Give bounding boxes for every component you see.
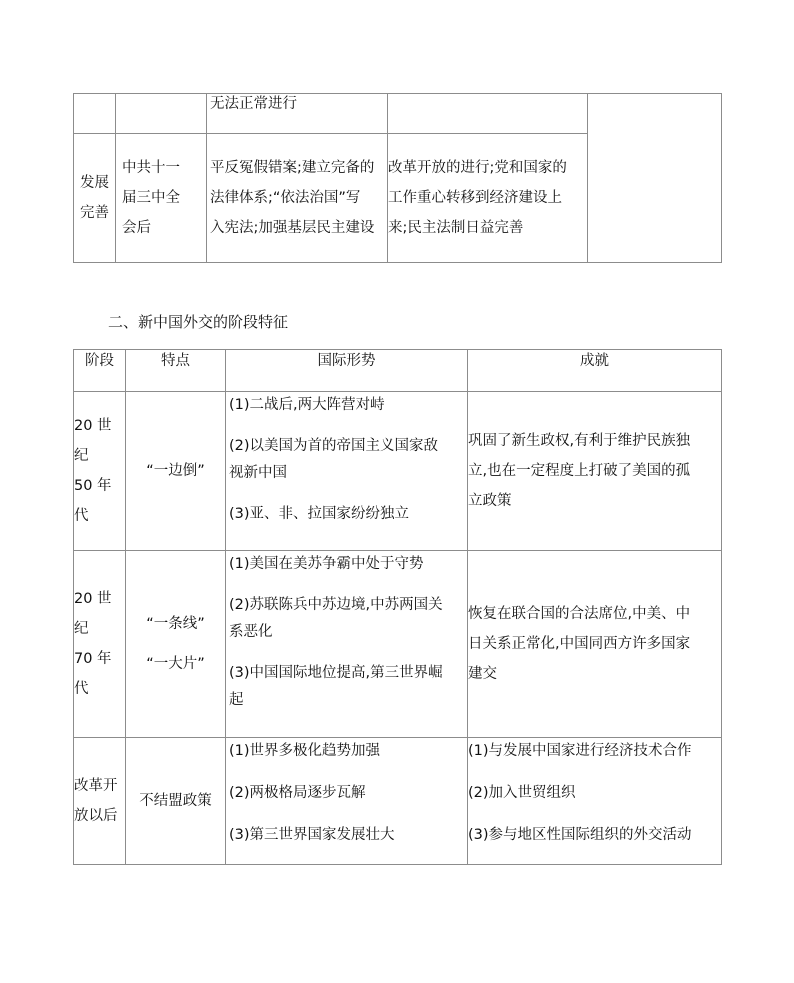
cell-time bbox=[116, 134, 207, 263]
cell-text: 法律体系;“依法治国”写 bbox=[210, 190, 361, 206]
cell-achievement bbox=[468, 738, 722, 865]
cell-text: 工作重心转移到经济建设上 bbox=[388, 190, 562, 206]
cell-situation bbox=[226, 392, 468, 551]
cell-text: 平反冤假错案;建立完备的 bbox=[210, 160, 375, 176]
cell-empty bbox=[74, 94, 116, 134]
cell-text: 系恶化 bbox=[229, 624, 273, 640]
header-feature: 特点 bbox=[126, 350, 226, 392]
section-heading: 二、新中国外交的阶段特征 bbox=[108, 313, 289, 331]
header-achievement: 成就 bbox=[468, 350, 722, 392]
cell-text: 立政策 bbox=[468, 493, 512, 509]
cell-stage bbox=[74, 738, 126, 865]
header-stage: 阶段 bbox=[74, 350, 126, 392]
cell-empty bbox=[588, 94, 722, 263]
cell-text: 建交 bbox=[468, 666, 497, 682]
cell-text: 70 年代 bbox=[74, 651, 112, 697]
cell-text: 改革开 bbox=[74, 778, 118, 794]
cell-text: 起 bbox=[229, 692, 244, 708]
cell-text: 20 世纪 bbox=[74, 591, 112, 637]
table-row bbox=[74, 94, 722, 134]
cell-feature bbox=[126, 392, 226, 551]
cell-text: 发展 bbox=[80, 175, 109, 191]
cell-text: 来;民主法制日益完善 bbox=[388, 220, 524, 236]
cell-achievement bbox=[468, 551, 722, 738]
cell-feature bbox=[126, 551, 226, 738]
cell-situation bbox=[226, 551, 468, 738]
cell-text: (1)与发展中国家进行经济技术合作 bbox=[468, 743, 692, 759]
cell-text: 完善 bbox=[80, 205, 109, 221]
cell-text: 届三中全 bbox=[122, 190, 180, 206]
cell-text: (1)二战后,两大阵营对峙 bbox=[229, 397, 385, 413]
cell-text: “一条线” bbox=[146, 616, 205, 632]
cell-stage bbox=[74, 134, 116, 263]
cell-text: 入宪法;加强基层民主建设 bbox=[210, 220, 375, 236]
cell-text: 50 年代 bbox=[74, 478, 112, 524]
cell-text: 立,也在一定程度上打破了美国的孤 bbox=[468, 463, 691, 479]
cell-measures bbox=[207, 134, 388, 263]
cell-text: 巩固了新生政权,有利于维护民族独 bbox=[468, 433, 691, 449]
cell-text: 改革开放的进行;党和国家的 bbox=[388, 160, 567, 176]
cell-text: 放以后 bbox=[74, 808, 118, 824]
cell-text: (2)以美国为首的帝国主义国家敌 bbox=[229, 438, 439, 454]
cell-text: “一边倒” bbox=[146, 463, 205, 479]
cell-text: 不结盟政策 bbox=[139, 793, 212, 809]
diplomacy-table bbox=[73, 349, 722, 865]
table-row bbox=[74, 738, 722, 865]
cell-empty bbox=[388, 94, 588, 134]
cell-text: 无法正常进行 bbox=[210, 96, 297, 112]
cell-text: 恢复在联合国的合法席位,中美、中 bbox=[468, 606, 691, 622]
cell-text: (3)参与地区性国际组织的外交活动 bbox=[468, 827, 692, 843]
cell-achievement bbox=[468, 392, 722, 551]
cell-significance bbox=[388, 134, 588, 263]
table-continuation bbox=[73, 93, 722, 263]
cell-measures-continued bbox=[207, 94, 388, 134]
cell-empty bbox=[116, 94, 207, 134]
cell-text: (2)加入世贸组织 bbox=[468, 785, 576, 801]
cell-stage bbox=[74, 551, 126, 738]
cell-text: (1)世界多极化趋势加强 bbox=[229, 743, 381, 759]
cell-text: (3)中国国际地位提高,第三世界崛 bbox=[229, 665, 443, 681]
cell-text: 20 世纪 bbox=[74, 418, 112, 464]
cell-text: (3)第三世界国家发展壮大 bbox=[229, 827, 395, 843]
table-row bbox=[74, 551, 722, 738]
cell-text: 视新中国 bbox=[229, 465, 287, 481]
cell-feature bbox=[126, 738, 226, 865]
cell-text: 会后 bbox=[122, 220, 151, 236]
cell-text: 中共十一 bbox=[122, 160, 180, 176]
table-row bbox=[74, 392, 722, 551]
cell-text: (3)亚、非、拉国家纷纷独立 bbox=[229, 506, 410, 522]
table-header-row bbox=[74, 350, 722, 392]
cell-text: (2)苏联陈兵中苏边境,中苏两国关 bbox=[229, 597, 443, 613]
cell-text: “一大片” bbox=[146, 656, 205, 672]
cell-text: (2)两极格局逐步瓦解 bbox=[229, 785, 366, 801]
cell-stage bbox=[74, 392, 126, 551]
cell-text: 日关系正常化,中国同西方许多国家 bbox=[468, 636, 691, 652]
header-situation: 国际形势 bbox=[226, 350, 468, 392]
cell-situation bbox=[226, 738, 468, 865]
cell-text: (1)美国在美苏争霸中处于守势 bbox=[229, 556, 424, 572]
